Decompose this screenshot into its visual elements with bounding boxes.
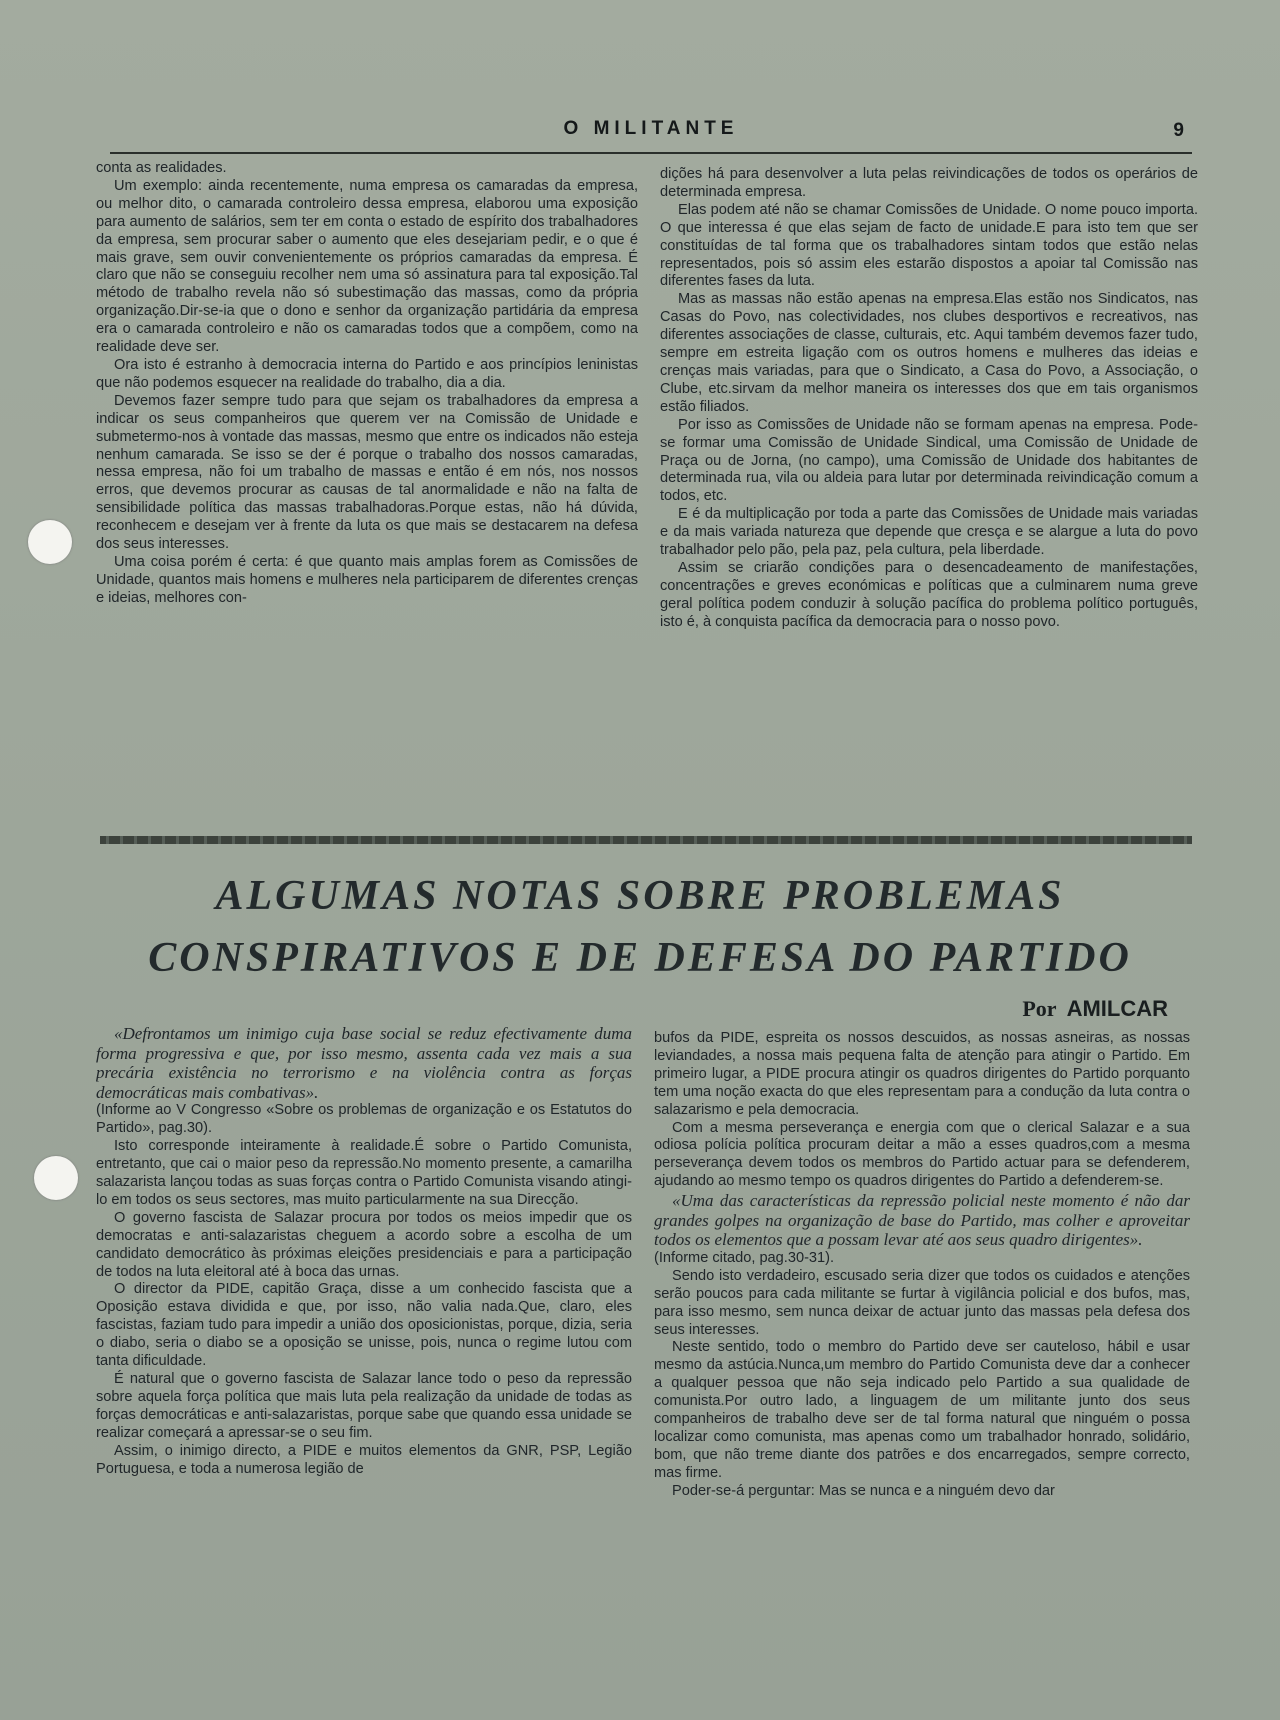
paragraph: Isto corresponde inteiramente à realidade.É sobre o Partido Comunista, entretanto, que cai o maior peso da repressão.No momento presente, a camarilha salazarista lançou todas as suas forças contra o Partido Comunista visando atingi-lo em todos os seus sectores, mas muito particularmente na sua Direcção. bbox=[96, 1138, 632, 1208]
byline-author: AMILCAR bbox=[1066, 996, 1168, 1021]
punch-hole bbox=[34, 1156, 78, 1200]
paragraph: dições há para desenvolver a luta pelas reivindicações de todos os operários de determinada empresa. bbox=[660, 166, 1198, 200]
paragraph: Por isso as Comissões de Unidade não se formam apenas na empresa. Pode-se formar uma Comissão de Unidade Sindical, uma Comissão de Unidade de Praça ou de Jorna, (no campo), uma Comissão de Unidade dos habitantes de determinada rua, vila ou aldeia para lutar por determinada reivindicação comum a todos, etc. bbox=[660, 416, 1198, 505]
paragraph: Mas as massas não estão apenas na empresa.Elas estão nos Sindicatos, nas Casas do Povo, nas colectividades, nos clubes desportivos e recreativos, nas diferentes associações de classe, culturais, etc. Aqui também devemos fazer tudo, sempre em estreita ligação com os outros homens e mulheres das ideias e crenças mais variadas, para que o Sindicato, a Casa do Povo, a Associação, o Clube, etc.sirvam da melhor maneira os interesses dos que em tais organismos estão filiados. bbox=[660, 291, 1198, 415]
paragraph: Assim, o inimigo directo, a PIDE e muitos elementos da GNR, PSP, Legião Portuguesa, e toda a numerosa legião de bbox=[96, 1442, 632, 1477]
byline-prefix: Por bbox=[1022, 996, 1057, 1021]
paragraph: Neste sentido, todo o membro do Partido deve ser cauteloso, hábil e usar mesmo da astúcia.Nunca,um membro do Partido Comunista deve dar a conhecer a qualquer pessoa que não seja indicado pelo Partido a sua qualidade de comunista.Por outro lado, a linguagem de um militante junto dos seus companheiros de trabalho deve ser de tal forma natural que ninguém o possa localizar como comunista, mas apenas como um trabalhador honrado, solidário, bom, que não treme diante dos patrões e dos encarregados, sempre correcto, mas firme. bbox=[654, 1339, 1190, 1481]
article-title-line2: CONSPIRATIVOS E DE DEFESA DO PARTIDO bbox=[148, 935, 1132, 981]
page-header bbox=[110, 112, 1192, 154]
paragraph: «Defrontamos um inimigo cuja base social se reduz efectivamente duma forma progressiva e que, por isso mesmo, assenta cada vez mais a sua precária existência no terrorismo e na violência contra as forças democráticas mais combativas». bbox=[96, 1024, 632, 1102]
section-divider bbox=[100, 836, 1192, 844]
masthead: O MILITANTE bbox=[563, 118, 739, 139]
paragraph: Ora isto é estranho à democracia interna do Partido e aos princípios leninistas que não podemos esquecer na realidade do trabalho, dia a dia. bbox=[96, 356, 638, 391]
paragraph: O director da PIDE, capitão Graça, disse a um conhecido fascista que a Oposição estava dividida e que, por isso, não valia nada.Que, claro, eles fascistas, faziam tudo para impedir a união dos oposicionistas, porque, dizia, seria o diabo, seria o diabo se a oposição se unisse, pois, nunca o regime lutou com tanta dificuldade. bbox=[96, 1281, 632, 1370]
top-right-column bbox=[660, 166, 1198, 826]
paragraph: (Informe citado, pag.30-31). bbox=[654, 1249, 835, 1266]
paragraph: E é da multiplicação por toda a parte das Comissões de Unidade mais variadas e da mais variada natureza que depende que cresça e se alargue a luta do povo trabalhador pelo pão, pela paz, pela cultura, pela liberdade. bbox=[660, 506, 1198, 559]
page-number: 9 bbox=[1173, 120, 1184, 141]
paragraph: Assim se criarão condições para o desencadeamento de manifestações, concentrações e greves económicas e políticas que a culminarem numa greve geral política podem conduzir à solução pacífica do problema político português, isto é, à conquista pacífica da democracia para o nosso povo. bbox=[660, 559, 1198, 630]
bottom-right-column bbox=[654, 1030, 1190, 1720]
paragraph: (Informe ao V Congresso «Sobre os problemas de organização e os Estatutos do Partido», pag.30). bbox=[96, 1102, 632, 1137]
paragraph: Elas podem até não se chamar Comissões de Unidade. O nome pouco importa. O que interessa é que elas sejam de facto de unidade.E para isto tem que ser constituídas de tal forma que os trabalhadores sintam todos que estão nelas representados, pois só assim eles estarão dispostos a apoiar tal Comissão nas diferentes fases da luta. bbox=[660, 201, 1198, 290]
article-byline bbox=[1022, 996, 1168, 1022]
paragraph: Poder-se-á perguntar: Mas se nunca e a ninguém devo dar bbox=[672, 1482, 1055, 1499]
top-left-column bbox=[96, 160, 638, 820]
paragraph: Uma coisa porém é certa: é que quanto mais amplas forem as Comissões de Unidade, quantos mais homens e mulheres nela participarem de diferentes crenças e ideias, melhores con- bbox=[96, 553, 638, 606]
paragraph: Sendo isto verdadeiro, escusado seria dizer que todos os cuidados e atenções serão poucos para cada militante se furtar à vigilância policial e dos bufos, mas, para isso mesmo, sem nunca deixar de actuar junto das massas pela defesa dos seus interesses. bbox=[654, 1267, 1190, 1338]
paragraph: É natural que o governo fascista de Salazar lance todo o peso da repressão sobre aquela força política que mais luta pela realização da unidade de todas as forças democráticas e anti-salazaristas, porque sabe que quando essa unidade se realizar começará a apressar-se o seu fim. bbox=[96, 1370, 632, 1441]
bottom-left-column bbox=[96, 1024, 632, 1714]
paragraph: «Uma das características da repressão policial neste momento é não dar grandes golpes na organização de base do Partido, mas colher e aproveitar todos os elementos que a possam levar até aos seus quadro dirigentes». bbox=[654, 1191, 1190, 1250]
article-title-line1: ALGUMAS NOTAS SOBRE PROBLEMAS bbox=[215, 873, 1065, 919]
paragraph: O governo fascista de Salazar procura por todos os meios impedir que os democratas e anti-salazaristas cheguem a acordo sobre a escolha de um candidato democrático às próximas eleições presidenciais e para a participação de todos na luta eleitoral até à boca das urnas. bbox=[96, 1209, 632, 1280]
paragraph: bufos da PIDE, espreita os nossos descuidos, as nossas asneiras, as nossas leviandades, a nossa mais pequena falta de atenção para atingir o Partido. Em primeiro lugar, a PIDE procura atingir os quadros dirigentes do Partido porquanto tem uma noção exacta do que eles representam para a condução da luta contra o salazarismo e pela democracia. bbox=[654, 1030, 1190, 1118]
paragraph: Um exemplo: ainda recentemente, numa empresa os camaradas da empresa, ou melhor dito, o camarada controleiro dessa empresa, elaborou uma exposição para aumento de salários, sem ter em conta o estado de espírito dos trabalhadores da empresa, sem procurar saber o aumento que eles desejariam pedir, e o que é mais grave, sem ouvir convenientemente os próprios camaradas da empresa. É claro que não se conseguiu recolher nem uma só assinatura para tal exposição.Tal método de trabalho revela não só subestimação das massas, como da própria organização.Dir-se-ia que o dono e senhor da organização partidária da empresa era o camarada controleiro e não os camaradas todos que a compõem, como na realidade deve ser. bbox=[96, 177, 638, 356]
paragraph: Devemos fazer sempre tudo para que sejam os trabalhadores da empresa a indicar os seus companheiros que querem ver na Comissão de Unidade e submetermo-nos à vontade das massas, mesmo que entre os indicados não esteja nenhum camarada. Se isso se der é porque o trabalho dos nossos camaradas, nessa empresa, não foi um trabalho de massas e então é em nós, nos nossos erros, que devemos procurar as causas de tal anormalidade e não na falta de sensibilidade política das massas trabalhadoras.Porque estas, não há dúvida, reconhecem e desejam ver à frente da luta os que mais se destacarem na defesa dos seus interesses. bbox=[96, 392, 638, 553]
punch-hole bbox=[28, 520, 72, 564]
paragraph: conta as realidades. bbox=[96, 160, 227, 176]
paragraph: Com a mesma perseverança e energia com que o clerical Salazar e a sua odiosa polícia política procuram deitar a mão a esses quadros,com a mesma perseverança devem todos os membros do Partido actuar para se defenderem, ajudando ao mesmo tempo os quadros dirigentes do Partido a defenderem-se. bbox=[654, 1119, 1190, 1190]
